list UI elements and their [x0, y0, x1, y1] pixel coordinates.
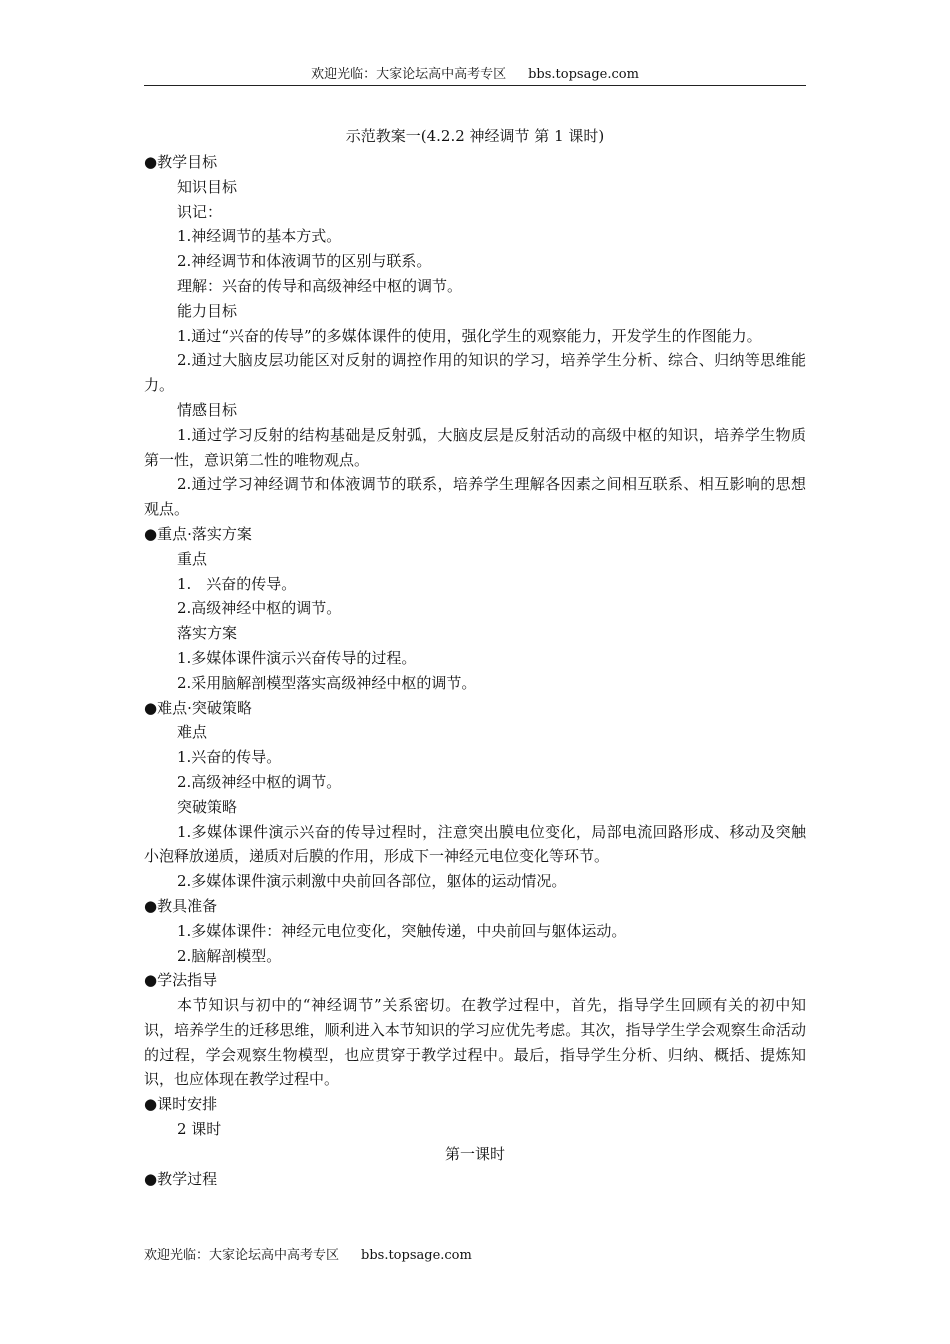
page-footer: [144, 1247, 472, 1265]
ability-item-2: 2.通过大脑皮层功能区对反射的调控作用的知识的学习，培养学生分析、综合、归纳等思维能力。: [144, 351, 806, 395]
strategy-label: 突破策略: [177, 797, 238, 816]
header-site-name: 欢迎光临：大家论坛高中高考专区: [311, 67, 507, 82]
memory-item-2: 2.神经调节和体液调节的区别与联系。: [177, 252, 432, 271]
tools-item-1: 1.多媒体课件：神经元电位变化，突触传递，中央前回与躯体运动。: [177, 921, 627, 940]
header-url-link[interactable]: bbs.topsage.com: [528, 67, 639, 82]
footer-url-link[interactable]: bbs.topsage.com: [361, 1248, 472, 1263]
difficulties-label: 难点: [177, 723, 208, 742]
guidance-heading: ●学法指导: [144, 971, 218, 990]
header-divider: [144, 85, 806, 86]
key-point-2: 2.高级神经中枢的调节。: [177, 599, 342, 618]
emotion-objectives-label: 情感目标: [177, 400, 238, 419]
tools-heading: ●教具准备: [144, 896, 218, 915]
emotion-item-2: 2.通过学习神经调节和体液调节的联系，培养学生理解各因素之间相互联系、相互影响的思想观点。: [144, 475, 806, 519]
plan-item-1: 1.多媒体课件演示兴奋传导的过程。: [177, 648, 417, 667]
page-header: [144, 66, 806, 86]
guidance-paragraph: 本节知识与初中的“神经调节”关系密切。在教学过程中，首先，指导学生回顾有关的初中知识，培养学生的迁移思维，顺利进入本节知识的学习应优先考虑。其次，指导学生学会观察生命活动的过程，学会观察生物模型，也应贯穿于教学过程中。最后，指导学生分析、归纳、概括、提炼知识，也应体现在教学过程中。: [144, 996, 806, 1089]
key-points-heading: ●重点·落实方案: [144, 524, 252, 543]
difficulty-1: 1.兴奋的传导。: [177, 748, 282, 767]
strategy-item-1: 1.多媒体课件演示兴奋的传导过程时，注意突出膜电位变化，局部电流回路形成、移动及突触小泡释放递质，递质对后膜的作用，形成下一神经元电位变化等环节。: [144, 822, 806, 866]
emotion-item-1: 1.通过学习反射的结构基础是反射弧，大脑皮层是反射活动的高级中枢的知识，培养学生物质第一性，意识第二性的唯物观点。: [144, 425, 806, 469]
plan-item-2: 2.采用脑解剖模型落实高级神经中枢的调节。: [177, 673, 477, 692]
memory-item-1: 1.神经调节的基本方式。: [177, 227, 342, 246]
key-points-label: 重点: [177, 549, 208, 568]
key-point-1: 1. 兴奋的传导。: [177, 574, 297, 593]
schedule-hours: 2 课时: [177, 1120, 222, 1139]
objectives-heading: ●教学目标: [144, 153, 218, 171]
memory-label: 识记：: [177, 202, 223, 221]
understand-item: 理解：兴奋的传导和高级神经中枢的调节。: [177, 276, 463, 295]
ability-objectives-label: 能力目标: [177, 301, 238, 320]
document-body: [144, 150, 806, 1191]
plan-label: 落实方案: [177, 624, 238, 643]
tools-item-2: 2.脑解剖模型。: [177, 946, 282, 965]
schedule-heading: ●课时安排: [144, 1095, 218, 1114]
difficulty-2: 2.高级神经中枢的调节。: [177, 772, 342, 791]
ability-item-1: 1.通过“兴奋的传导”的多媒体课件的使用，强化学生的观察能力，开发学生的作图能力。: [177, 326, 762, 345]
footer-site-name: 欢迎光临：大家论坛高中高考专区: [144, 1248, 340, 1263]
strategy-item-2: 2.多媒体课件演示刺激中央前回各部位，躯体的运动情况。: [177, 872, 567, 891]
process-heading: ●教学过程: [144, 1169, 218, 1188]
knowledge-objectives-label: 知识目标: [177, 177, 238, 196]
difficulties-heading: ●难点·突破策略: [144, 698, 252, 717]
document-title: 示范教案一(4.2.2 神经调节 第 1 课时): [345, 127, 605, 145]
first-lesson-title: 第一课时: [444, 1144, 505, 1163]
